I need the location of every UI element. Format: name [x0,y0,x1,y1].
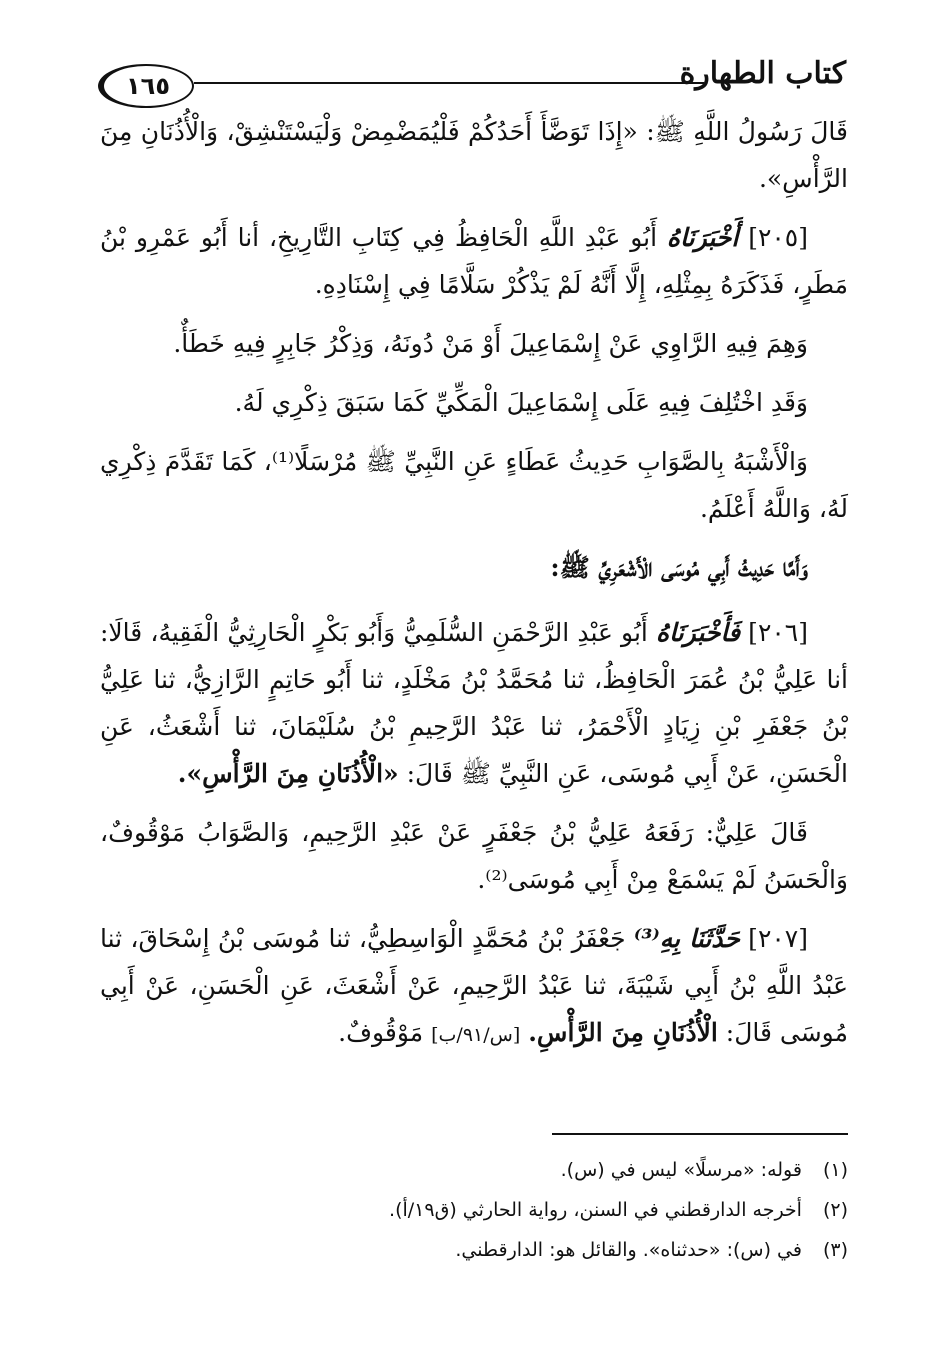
hadith-number: [٢٠٧] [748,924,808,953]
header-rule [194,82,704,84]
footnote-number: (٣) [822,1239,848,1261]
paragraph-207 [100,915,848,1059]
paragraph-7 [100,809,848,903]
paragraph-text: وَهِمَ فِيهِ الرَّاوِي عَنْ إِسْمَاعِيلَ أَوْ مَنْ دُونَهُ، وَذِكْرُ جَابِرٍ فِيهِ خَطَأٌ. [173,329,808,358]
paragraph-5 [100,438,848,532]
footnote-rule [552,1133,848,1135]
footnote-3 [100,1230,848,1270]
footnote-number: (٢) [822,1199,848,1221]
hadith-number: [٢٠٥] [748,223,809,252]
paragraph-205 [100,214,848,308]
paragraph-text: مَوْقُوفٌ. [338,1018,424,1047]
footnote-1 [100,1150,848,1190]
hadith-text: قَالَ رَسُولُ اللَّهِ ﷺ: «إِذَا تَوَضَّأَ أَحَدُكُمْ فَلْيُمَضْمِضْ وَلْيَسْتَنْشِقْ، وَالْأُذُنَانِ مِنَ الرَّأْسِ». [100,117,848,193]
narration-lead: فَأَخْبَرَنَاهُ [656,618,741,647]
paragraph-text: أَبُو عَبْدِ الرَّحْمَنِ السُّلَمِيُّ وَأَبُو بَكْرٍ الْحَارِثِيُّ الْفَقِيهُ، قَالَا: أنا عَلِيُّ بْنُ عُمَرَ الْحَافِظُ، ثنا مُحَمَّدُ بْنُ مَخْلَدٍ، ثنا أَبُو حَاتِمٍ الرَّازِيُّ، ثنا عَلِيُّ بْنُ جَعْفَرِ بْنِ زِيَادٍ الْأَحْمَرُ، ثنا عَبْدُ الرَّحِيمِ بْنُ سُلَيْمَانَ، ثنا أَشْعَثُ، عَنِ الْحَسَنِ، عَنْ أَبِي مُوسَى، عَنِ النَّبِيِّ ﷺ قَالَ: [100,618,848,788]
paragraph-text: وَالْأَشْبَهُ بِالصَّوَابِ حَدِيثُ عَطَاءٍ عَنِ النَّبِيِّ ﷺ مُرْسَلًا⁽¹⁾، كَمَا تَقَدَّمَ ذِكْرِي لَهُ، وَاللَّهُ أَعْلَمُ. [100,447,848,523]
footnote-number: (١) [822,1159,848,1181]
footnote-text: في (س): «حدثناه». والقائل هو: الدارقطني. [455,1239,802,1261]
paragraph-text: قَالَ عَلِيٌّ: رَفَعَهُ عَلِيُّ بْنُ جَعْفَرٍ عَنْ عَبْدِ الرَّحِيمِ، وَالصَّوَابُ مَوْقُوفٌ، وَالْحَسَنُ لَمْ يَسْمَعْ مِنْ أَبِي مُوسَى⁽²⁾. [100,818,848,894]
paragraph-3 [100,320,848,367]
footnote-2 [100,1190,848,1230]
paragraph-206 [100,609,848,797]
paragraph-text: أَبُو عَبْدِ اللَّهِ الْحَافِظُ فِي كِتَابِ التَّارِيخِ، أنا أَبُو عَمْرِو بْنُ مَطَرٍ، فَذَكَرَهُ بِمِثْلِهِ، إِلَّا أَنَّهُ لَمْ يَذْكُرْ سَلَّامًا فِي إِسْنَادِهِ. [100,223,848,299]
paragraph-text: وَقَدِ اخْتُلِفَ فِيهِ عَلَى إِسْمَاعِيلَ الْمَكِّيِّ كَمَا سَبَقَ ذِكْرِي لَهُ. [234,388,808,417]
narration-lead: أَخْبَرَنَاهُ [666,223,739,252]
narration-lead: حَدَّثَنَا بِهِ⁽³⁾ [633,924,740,953]
paragraph-1 [100,108,848,202]
footnotes [100,1150,848,1270]
chapter-title: كتاب الطهارة [679,56,846,91]
paragraph-text: جَعْفَرُ بْنُ مُحَمَّدٍ الْوَاسِطِيُّ، ثنا مُوسَى بْنُ إِسْحَاقَ، ثنا عَبْدُ اللَّهِ بْنُ أَبِي شَيْبَةَ، ثنا عَبْدُ الرَّحِيمِ، عَنْ أَشْعَثَ، عَنِ الْحَسَنِ، عَنْ أَبِي مُوسَى قَالَ: [100,924,848,1047]
section-heading: وَأَمَّا حَدِيثُ أَبِي مُوسَى الْأَشْعَرِيِّ ﷺ: [550,553,808,582]
page-header [98,52,846,114]
hadith-quote: «الْأُذُنَانِ مِنَ الرَّأْسِ». [177,759,399,788]
paragraph-4 [100,379,848,426]
page-number: ١٦٥ [98,64,194,108]
manuscript-reference: [س/٩١/ب] [431,1024,521,1046]
hadith-number: [٢٠٦] [748,618,808,647]
hadith-quote: الْأُذُنَانِ مِنَ الرَّأْسِ. [528,1018,718,1047]
footnote-text: أخرجه الدارقطني في السنن، رواية الحارثي (ق١٩/أ). [389,1199,802,1221]
main-text [100,108,848,1071]
footnote-text: قوله: «مرسلًا» ليس في (س). [560,1159,802,1181]
